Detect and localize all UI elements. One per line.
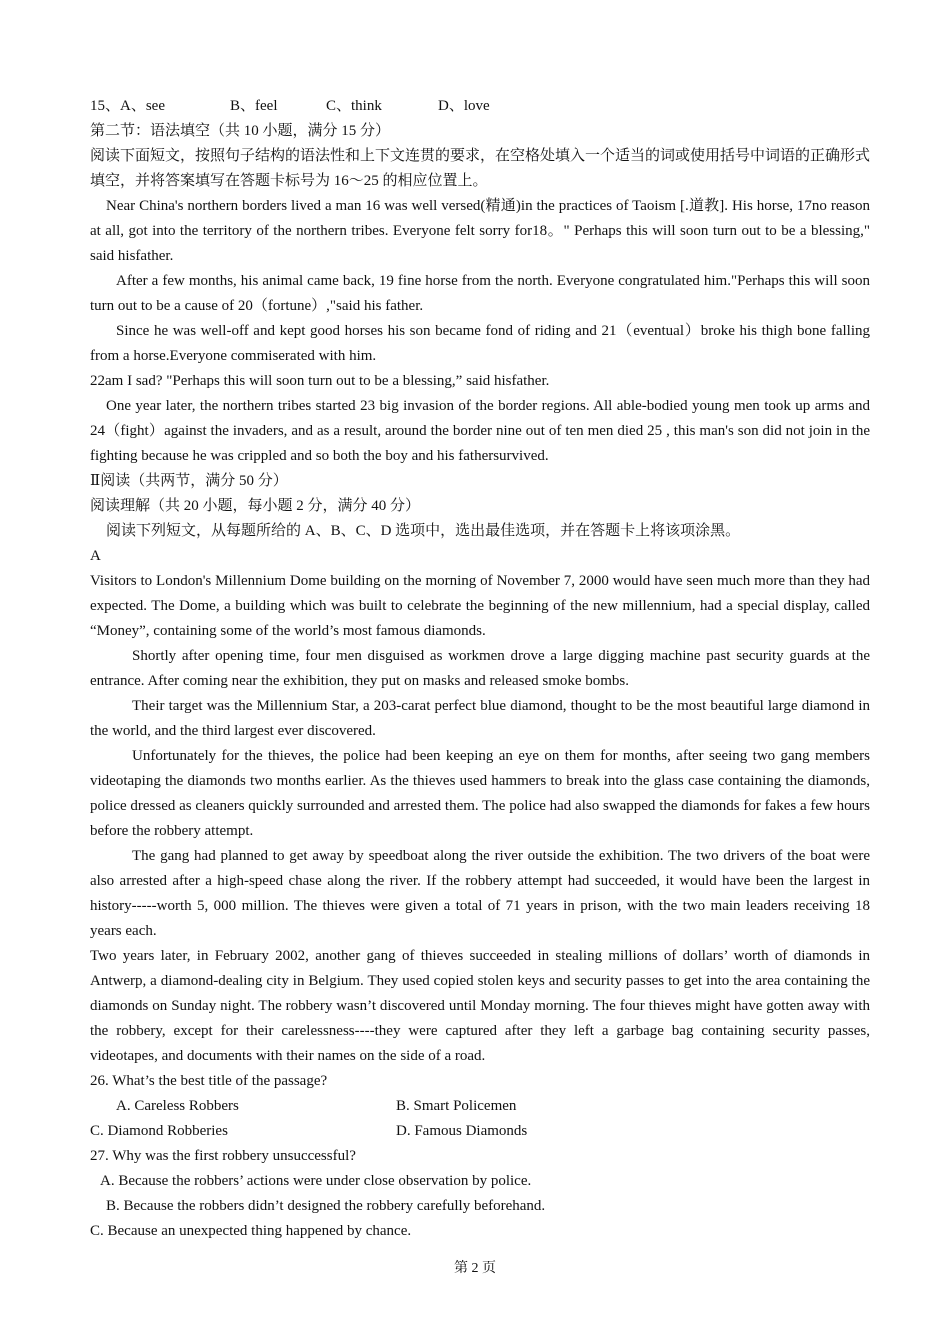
passage-paragraph-5: The gang had planned to get away by speedboat along the river outside the exhibition. The two drivers of the boat were also arrested after a high-speed chase along the river. If the robbery attempt had succeeded, it would have been the largest in history-----worth 5, 000 million. The thieves were given a total of 71 years in prison, with the two main leaders receiving 18 years each. bbox=[90, 848, 870, 939]
cloze-paragraph-1: Near China's northern borders lived a man 16 was well versed(精通)in the practices of Taoism [.道教]. His horse, 17no reason at all, got into the territory of the northern tribes. Everyone felt sorry for18。" Perhaps this will soon turn out to be a blessing," said hisfather. bbox=[90, 198, 870, 264]
section2-title: 第二节：语法填空（共 10 小题，满分 15 分） bbox=[90, 123, 391, 139]
reading-section-title: Ⅱ阅读（共两节，满分 50 分） bbox=[90, 473, 288, 489]
question-26-options-row-2 bbox=[90, 1119, 870, 1144]
cloze-paragraph-4: 22am I sad? "Perhaps this will soon turn out to be a blessing,” said hisfather. bbox=[90, 373, 550, 389]
passage-paragraph-3: Their target was the Millennium Star, a 203-carat perfect blue diamond, thought to be the most beautiful large diamond in the world, and the third largest ever discovered. bbox=[90, 698, 870, 739]
q26-option-a: A. Careless Robbers bbox=[116, 1098, 239, 1114]
cloze-paragraph-3: Since he was well-off and kept good horses his son became fond of riding and 21（eventual）broke his thigh bone falling from a horse.Everyone commiserated with him. bbox=[90, 323, 870, 364]
section2-instructions: 阅读下面短文，按照句子结构的语法性和上下文连贯的要求，在空格处填入一个适当的词或使用括号中词语的正确形式填空，并将答案填写在答题卡标号为 16～25 的相应位置上。 bbox=[90, 148, 871, 189]
passage-paragraph-1: Visitors to London's Millennium Dome building on the morning of November 7, 2000 would have seen much more than they had expected. The Dome, a building which was built to celebrate the beginning of the new millennium, had a special display, called “Money”, containing some of the world’s most famous diamonds. bbox=[90, 573, 870, 639]
question-15-options bbox=[90, 94, 870, 119]
question-27-stem: 27. Why was the first robbery unsuccessful? bbox=[90, 1148, 356, 1164]
q15-option-b: B、feel bbox=[230, 98, 278, 114]
passage-paragraph-4: Unfortunately for the thieves, the police had been keeping an eye on them for months, after seeing two gang members videotaping the diamonds two months earlier. As the thieves used hammers to break into the glass case containing the diamonds, police dressed as cleaners quickly surrounded and arrested them. The police had also swapped the diamonds for fakes a few hours before the robbery attempt. bbox=[90, 748, 870, 839]
q15-option-c: C、think bbox=[326, 98, 382, 114]
q27-option-b: B. Because the robbers didn’t designed the robbery carefully beforehand. bbox=[106, 1198, 546, 1214]
page-number: 第 2 页 bbox=[454, 1261, 496, 1276]
q27-option-c: C. Because an unexpected thing happened by chance. bbox=[90, 1223, 412, 1239]
question-26-options-row-1 bbox=[90, 1094, 870, 1119]
question-26-stem: 26. What’s the best title of the passage? bbox=[90, 1073, 328, 1089]
page-content bbox=[90, 94, 870, 1244]
q26-option-b: B. Smart Policemen bbox=[396, 1098, 517, 1114]
passage-paragraph-2: Shortly after opening time, four men disguised as workmen drove a large digging machine past security guards at the entrance. After coming near the exhibition, they put on masks and released smoke bombs. bbox=[90, 648, 870, 689]
reading-instructions: 阅读下列短文，从每题所给的 A、B、C、D 选项中，选出最佳选项，并在答题卡上将该项涂黑。 bbox=[106, 523, 741, 539]
q15-option-d: D、love bbox=[438, 98, 490, 114]
q26-option-c: C. Diamond Robberies bbox=[90, 1123, 228, 1139]
passage-label: A bbox=[90, 548, 101, 564]
passage-paragraph-6: Two years later, in February 2002, another gang of thieves succeeded in stealing millions of dollars’ worth of diamonds in Antwerp, a diamond-dealing city in Belgium. They used copied stolen keys and security passes to get into the area containing the diamonds on Sunday night. The robbery wasn’t discovered until Monday morning. The four thieves might have gotten away with the robbery, except for their carelessness----they were captured after they left a garbage bag containing security passes, videotapes, and documents with their names on the side of a road. bbox=[90, 948, 870, 1064]
cloze-paragraph-2: After a few months, his animal came back, 19 fine horse from the north. Everyone congratulated him."Perhaps this will soon turn out to be a cause of 20（fortune）,"said his father. bbox=[90, 273, 870, 314]
reading-subtitle: 阅读理解（共 20 小题，每小题 2 分，满分 40 分） bbox=[90, 498, 421, 514]
cloze-paragraph-5: One year later, the northern tribes started 23 big invasion of the border regions. All able-bodied young men took up arms and 24（fight）against the invaders, and as a result, around the border nine out of ten men died 25 , this man's son did not join in the fighting because he was crippled and so both the boy and his fathersurvived. bbox=[90, 398, 870, 464]
q15-option-a: 15、A、see bbox=[90, 98, 165, 114]
q27-option-a: A. Because the robbers’ actions were under close observation by police. bbox=[100, 1173, 532, 1189]
q26-option-d: D. Famous Diamonds bbox=[396, 1123, 528, 1139]
